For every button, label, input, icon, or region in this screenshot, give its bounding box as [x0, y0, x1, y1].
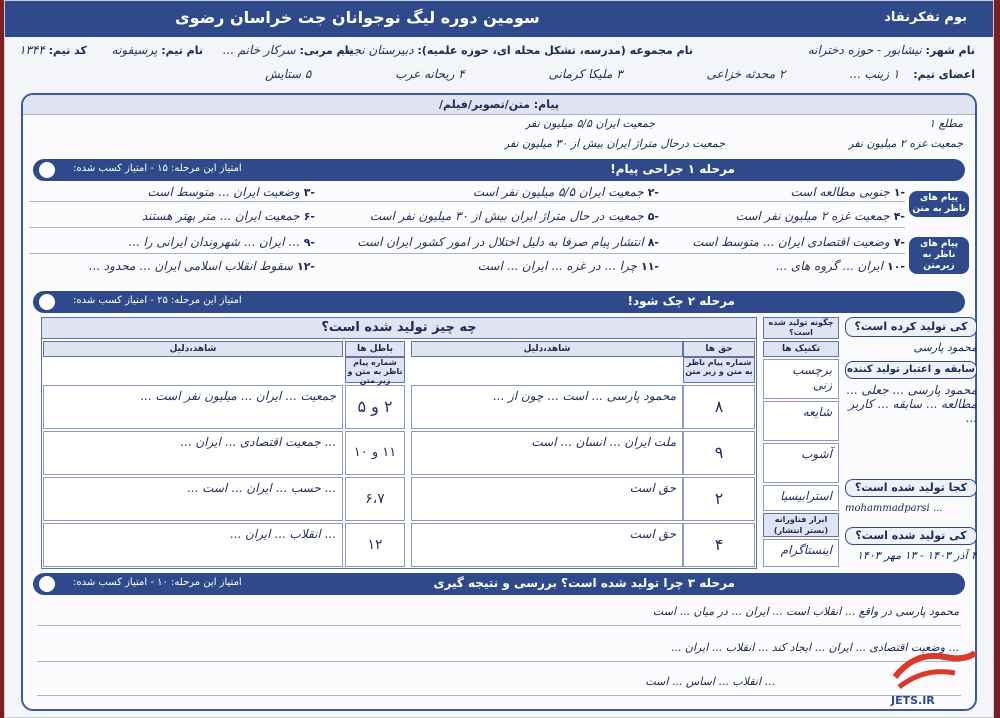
when-produced-title: کی تولید شده است؟	[845, 527, 977, 545]
row3-true-num-text: ۲	[714, 489, 724, 508]
brand-title: بوم تفکرنقاد	[884, 10, 967, 25]
conclusion-rule-3	[37, 695, 961, 696]
s1-item-10	[675, 259, 905, 273]
s1-item-7-num: -۷	[893, 236, 905, 249]
city-field	[808, 43, 975, 57]
member-1: ۱ زینب ...	[849, 67, 900, 81]
member-4: ۴ ریحانه عرب	[395, 67, 465, 81]
stage1-tag-text: پیام های ناظر به متن	[909, 191, 969, 217]
s1-item-12-num: -۱۲	[296, 260, 315, 273]
page-title: سومین دوره لیگ نوجوانان جت خراسان رضوی	[175, 8, 540, 27]
row1-false-num	[345, 385, 405, 429]
s1-item-10-text: ایران ... گروه های ...	[775, 259, 883, 273]
tools-value-text: اینستاگرام	[780, 543, 832, 557]
s1-item-1	[675, 185, 905, 199]
how-produced-header: چگونه تولید شده است؟	[763, 317, 839, 339]
conclusion-line-3: ... انقلاب ... اساس ... است	[645, 675, 775, 688]
tech-2	[763, 401, 839, 441]
watermark	[885, 647, 983, 707]
stage1-score-circle	[39, 162, 55, 178]
message-line-2: جمعیت ایران ۵/۵ میلیون نفر	[524, 117, 655, 130]
coach-value: سرکار خانم ...	[222, 43, 296, 57]
team-value: پرسیفونه	[111, 43, 158, 57]
s1-item-1-num: -۱	[893, 186, 905, 199]
conclusion-line-2: ... وضعیت اقتصادی ... ایران ... ایجاد کند ... انقلاب ... ایران ...	[670, 641, 959, 654]
s1-item-8-num: -۸	[647, 236, 659, 249]
group-label: نام مجموعه (مدرسه، تشکل محله ای، حوزه علمیه):	[417, 44, 693, 57]
row3-true-evidence	[411, 477, 683, 521]
row4-false-evidence-text: ... انقلاب ... ایران ...	[229, 527, 336, 541]
message-line-4: جمعیت درحال متراژ ایران بیش از ۳۰ میلیون نفر	[503, 137, 725, 150]
s1-item-1-text: جنوبی مطالعه است	[790, 185, 890, 199]
group-value: دبیرستان نجیب	[338, 43, 414, 57]
s1-item-5	[339, 209, 659, 223]
row3-false-evidence-text: ... حسب ... ایران ... است ...	[186, 481, 336, 495]
s1-item-5-num: -۵	[647, 210, 659, 223]
s1-item-9-num: -۹	[303, 236, 315, 249]
tech-2-text: شایعه	[802, 405, 832, 419]
tech-1-text: برچسب زنی	[792, 363, 832, 392]
techniques-header: تکنیک ها	[763, 341, 839, 357]
row2-false-evidence-text: ... جمعیت اقتصادی ... ایران ...	[180, 435, 336, 449]
background-value	[845, 383, 977, 463]
stage1-bar	[33, 159, 965, 181]
stage3-score: امتیاز این مرحله: ۱۰ - امتیاز کسب شده:	[73, 577, 242, 588]
tools-header: ابزار فناورانه (بستر انتشار)	[763, 513, 839, 537]
row2-false-evidence	[43, 431, 343, 475]
s1-rule-3	[29, 253, 905, 254]
members-field	[265, 67, 975, 81]
when-produced-value: ۴ آذر ۱۴۰۳ - ۱۳ مهر ۱۴۰۳	[856, 549, 977, 562]
tech-3-text: آشوب	[801, 447, 832, 461]
true-evidence-header: شاهد،دلیل	[411, 341, 683, 357]
stage3-score-circle	[39, 576, 55, 592]
row4-true-evidence	[411, 523, 683, 567]
s1-item-2	[339, 185, 659, 199]
s1-item-4-num: -۴	[893, 210, 905, 223]
s1-item-8	[339, 235, 659, 249]
false-num-header: شماره پیام ناظر به متن و زیر متن	[345, 357, 405, 383]
tech-4-text: استرابیسیا	[780, 489, 832, 503]
background-title: سابقه و اعتبار تولید کننده	[845, 361, 977, 379]
team-label: نام تیم:	[161, 44, 203, 57]
stage2-score: امتیاز این مرحله: ۲۵ - امتیاز کسب شده:	[73, 295, 242, 306]
row3-false-evidence	[43, 477, 343, 521]
conclusion-rule-2	[37, 661, 961, 662]
row1-false-num-text: ۲ و ۵	[357, 397, 393, 416]
tools-value	[763, 539, 839, 567]
stage3-bar	[33, 573, 965, 595]
false-evidence-header: شاهد،دلیل	[43, 341, 343, 357]
true-header: حق ها	[683, 341, 755, 357]
row2-false-num	[345, 431, 405, 475]
message-line-1: مطلع ۱	[929, 117, 963, 130]
tech-1	[763, 359, 839, 399]
row4-false-evidence	[43, 523, 343, 567]
conclusion-rule-1	[37, 625, 961, 626]
row3-true-evidence-text: حق است	[629, 481, 676, 495]
member-3: ۳ ملیکا کرمانی	[548, 67, 623, 81]
row2-false-num-text: ۱۱ و ۱۰	[353, 445, 397, 460]
code-field	[19, 43, 87, 57]
row4-false-num	[345, 523, 405, 567]
who-produced-value: محمود پارسی	[913, 341, 977, 354]
stage2-score-circle	[39, 294, 55, 310]
s1-item-2-num: -۲	[647, 186, 659, 199]
coach-label: نام مربی:	[299, 44, 353, 57]
s1-item-6	[25, 209, 315, 223]
s1-item-11	[339, 259, 659, 273]
group-field	[338, 43, 693, 57]
row2-true-num-text: ۹	[714, 443, 724, 462]
message-line-3: جمعیت غزه ۲ میلیون نفر	[848, 137, 963, 150]
s1-item-10-num: -۱۰	[886, 260, 905, 273]
s1-item-7-text: وضعیت اقتصادی ایران ... متوسط است	[692, 235, 890, 249]
header-bar	[5, 1, 993, 37]
row2-true-evidence-text: ملت ایران ... انسان ... است	[531, 435, 676, 449]
row3-false-num	[345, 477, 405, 521]
s1-item-2-text: جمعیت ایران ۵/۵ میلیون نفر است	[472, 185, 644, 199]
city-label: نام شهر:	[925, 44, 975, 57]
s1-item-3-text: وضعیت ایران ... متوسط است	[147, 185, 300, 199]
stage3-title: مرحله ۳ چرا تولید شده است؟ بررسی و نتیجه گیری	[433, 576, 735, 590]
s1-item-7	[675, 235, 905, 249]
row1-true-num-text: ۸	[714, 397, 724, 416]
where-produced-value: mohammadparsi ...	[845, 503, 943, 514]
tech-4	[763, 485, 839, 511]
row4-true-num-text: ۴	[714, 535, 724, 554]
stage1-tag-subtext: پیام های ناظر به زیرمتن	[909, 237, 969, 274]
team-field	[112, 43, 203, 57]
what-produced-title: چه چیز تولید شده است؟	[41, 317, 757, 339]
s1-item-9	[25, 235, 315, 249]
where-produced-title: کجا تولید شده است؟	[845, 479, 977, 497]
s1-item-12	[25, 259, 315, 273]
row4-true-evidence-text: حق است	[629, 527, 676, 541]
s1-item-3-num: -۳	[303, 186, 315, 199]
row3-false-num-text: ۶،۷	[365, 491, 385, 507]
member-2: ۲ محدثه خزاعی	[706, 67, 786, 81]
s1-item-5-text: جمعیت در حال متراژ ایران بیش از ۳۰ میلیون نفر است	[369, 209, 644, 223]
conclusion-line-1: محمود پارسی در واقع ... انقلاب است ... ایران ... در میان ... است	[652, 605, 959, 618]
true-num-header: شماره پیام ناظر به متن و زیر متن	[683, 357, 755, 383]
tech-3	[763, 443, 839, 483]
stage2-title: مرحله ۲ چک شود!	[627, 294, 735, 308]
message-type-label: پیام: متن/تصویر/فیلم/	[439, 98, 559, 111]
stage1-score: امتیاز این مرحله: ۱۵ - امتیاز کسب شده:	[73, 163, 242, 174]
watermark-text: JETS.IR	[891, 694, 935, 707]
main-panel	[21, 93, 977, 711]
s1-item-9-text: ... ایران ... شهروندان ایرانی را ...	[128, 235, 300, 249]
watermark-logo-icon	[885, 647, 983, 693]
false-header: باطل ها	[345, 341, 405, 357]
s1-item-11-num: -۱۱	[640, 260, 659, 273]
row2-true-evidence	[411, 431, 683, 475]
s1-rule-2	[29, 227, 905, 228]
code-value: ۱۳۴۴	[19, 43, 45, 57]
members-label: اعضای تیم:	[913, 68, 975, 81]
worksheet	[4, 0, 994, 718]
row4-false-num-text: ۱۲	[367, 537, 383, 553]
message-type-bar	[23, 95, 975, 115]
row1-true-evidence	[411, 385, 683, 429]
s1-item-4	[675, 209, 905, 223]
code-label: کد تیم:	[48, 44, 87, 57]
s1-item-3	[25, 185, 315, 199]
row1-false-evidence-text: جمعیت ... ایران ... میلیون نفر است ...	[140, 389, 336, 403]
s1-item-12-text: سقوط انقلاب اسلامی ایران ... محدود ...	[88, 259, 293, 273]
city-value: نیشابور - حوزه دخترانه	[807, 43, 922, 57]
s1-item-6-num: -۶	[303, 210, 315, 223]
row1-true-evidence-text: محمود پارسی ... است ... چون از ...	[492, 389, 676, 403]
s1-item-4-text: جمعیت غزه ۲ میلیون نفر است	[735, 209, 890, 223]
s1-item-11-text: چرا ... در غزه ... ایران ... است	[477, 259, 637, 273]
row2-true-num	[683, 431, 755, 475]
row4-true-num	[683, 523, 755, 567]
s1-item-8-text: انتشار پیام صرفا به دلیل اختلال در امور کشور ایران است	[357, 235, 644, 249]
stage1-title: مرحله ۱ جراحی پیام!	[610, 162, 735, 176]
member-5: ۵ ستایش	[265, 67, 312, 81]
background-value-text: محمود پارسی ... جعلی ... مطالعه ... سابقه ... کاربر ...	[846, 383, 977, 425]
stage2-bar	[33, 291, 965, 313]
who-produced-title: کی تولید کرده است؟	[845, 317, 977, 337]
s1-rule-1	[29, 201, 905, 202]
coach-field	[222, 43, 353, 57]
row1-false-evidence	[43, 385, 343, 429]
s1-item-6-text: جمعیت ایران ... متر بهتر هستند	[141, 209, 300, 223]
row1-true-num	[683, 385, 755, 429]
row3-true-num	[683, 477, 755, 521]
